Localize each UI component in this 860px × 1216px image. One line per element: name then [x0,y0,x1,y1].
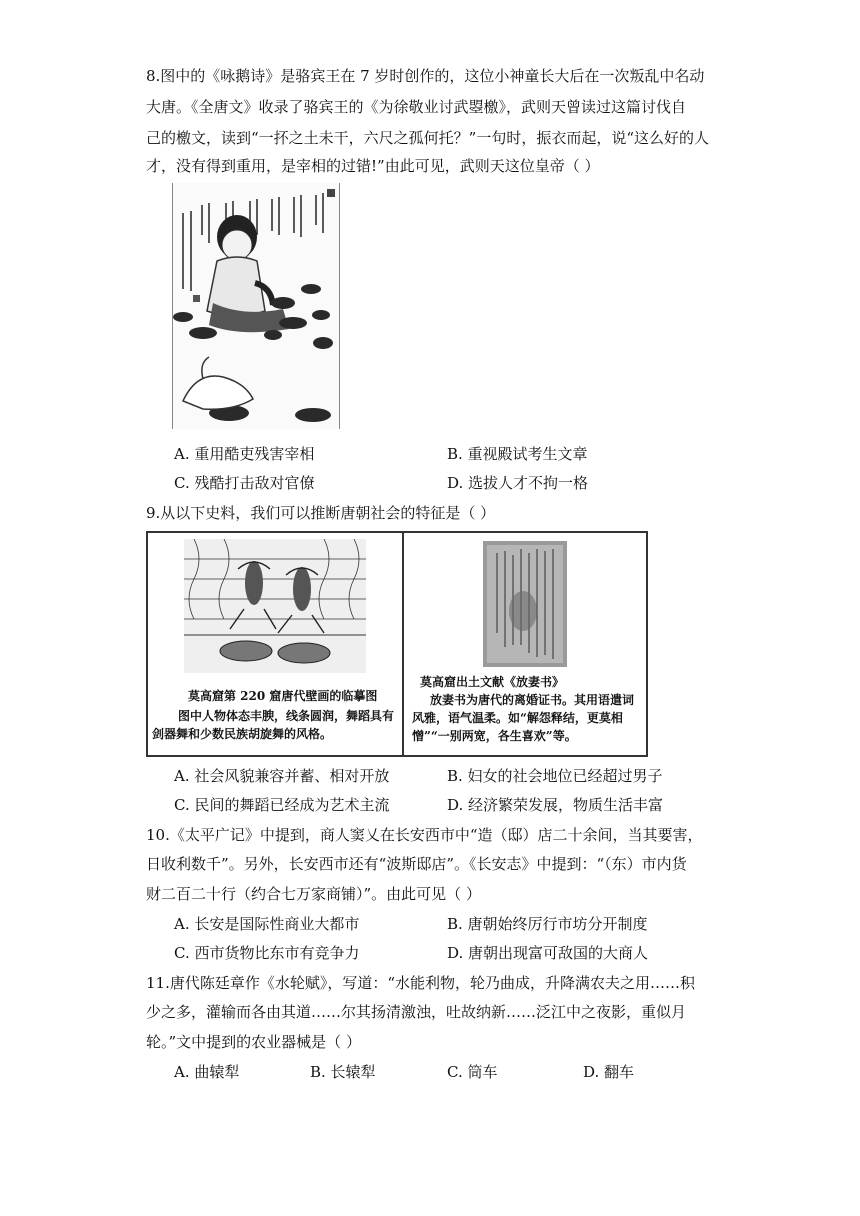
q10-option-c[interactable]: C. 西市货物比东市有竞争力 [174,944,360,962]
fangqi-shu-image [483,541,567,667]
q11-option-a[interactable]: A. 曲辕犁 [174,1063,240,1081]
q8-line-3: 己的檄文，读到“一抔之土未干，六尺之孤何托？”一句时，振衣而起，说“这么好的人 [146,129,710,147]
q11-line-1: 11.唐代陈廷章作《水轮赋》，写道：“水能利物，轮乃曲成，升降满农夫之用……积 [146,974,696,992]
q11-option-d[interactable]: D. 翻车 [583,1063,635,1081]
q8-line-4: 才，没有得到重用，是宰相的过错!”由此可见，武则天这位皇帝（ ） [146,157,600,175]
q9-option-c[interactable]: C. 民间的舞蹈已经成为艺术主流 [174,796,390,814]
q9-source-table [146,531,648,757]
q10-line-3: 财二百二十行（约合七万家商铺）”。由此可见（ ） [146,885,481,903]
mural-caption-line-2: 剑器舞和少数民族胡旋舞的风格。 [152,727,333,741]
q8-line-1: 8.图中的《咏鹅诗》是骆宾王在 7 岁时创作的，这位小神童长大后在一次叛乱中名动 [146,67,705,85]
q9-option-a[interactable]: A. 社会风貌兼容并蓄、相对开放 [174,767,390,785]
q11-option-b[interactable]: B. 长辕犁 [310,1063,376,1081]
fangqi-caption-line-3: 憎”“一别两宽，各生喜欢”等。 [412,729,577,743]
mural-image [184,539,366,673]
fangqi-caption-line-2: 风雅，语气温柔。如“解怨释结，更莫相 [412,711,623,725]
q10-line-1: 10.《太平广记》中提到，商人窦乂在长安西市中“造（邸）店二十余间，当其要害， [146,826,703,844]
q9-option-b[interactable]: B. 妇女的社会地位已经超过男子 [447,767,663,785]
fangqi-caption-title: 莫高窟出土文献《放妻书》 [420,675,565,689]
q8-line-2: 大唐。《全唐文》收录了骆宾王的《为徐敬业讨武曌檄》，武则天曾读过这篇讨伐自 [146,98,687,116]
q10-option-a[interactable]: A. 长安是国际性商业大都市 [174,915,360,933]
mural-caption-line-1: 图中人物体态丰腴，线条圆润，舞蹈具有 [178,709,395,723]
q11-option-c[interactable]: C. 筒车 [447,1063,498,1081]
q10-option-b[interactable]: B. 唐朝始终厉行市坊分开制度 [447,915,648,933]
fangqi-caption-line-1: 放妻书为唐代的离婚证书。其用语遣词 [430,693,635,707]
mural-caption-title: 莫高窟第 220 窟唐代壁画的临摹图 [188,689,378,703]
q10-option-d[interactable]: D. 唐朝出现富可敌国的大商人 [447,944,649,962]
q8-option-b[interactable]: B. 重视殿试考生文章 [447,445,588,463]
q11-line-3: 轮。”文中提到的农业器械是（ ） [146,1033,361,1051]
q9-stem: 9.从以下史料，我们可以推断唐朝社会的特征是（ ） [146,504,496,522]
yong-e-shi-painting [172,183,340,429]
q8-option-a[interactable]: A. 重用酷吏残害宰相 [174,445,315,463]
q10-line-2: 日收利数千”。另外，长安西市还有“波斯邸店”。《长安志》中提到：“（东）市内货 [146,855,687,873]
q11-line-2: 少之多，灌输而各由其道……尔其扬清激浊，吐故纳新……泛江中之夜影，重似月 [146,1003,687,1021]
q9-option-d[interactable]: D. 经济繁荣发展，物质生活丰富 [447,796,664,814]
q8-option-d[interactable]: D. 选拔人才不拘一格 [447,474,589,492]
q8-option-c[interactable]: C. 残酷打击敌对官僚 [174,474,315,492]
